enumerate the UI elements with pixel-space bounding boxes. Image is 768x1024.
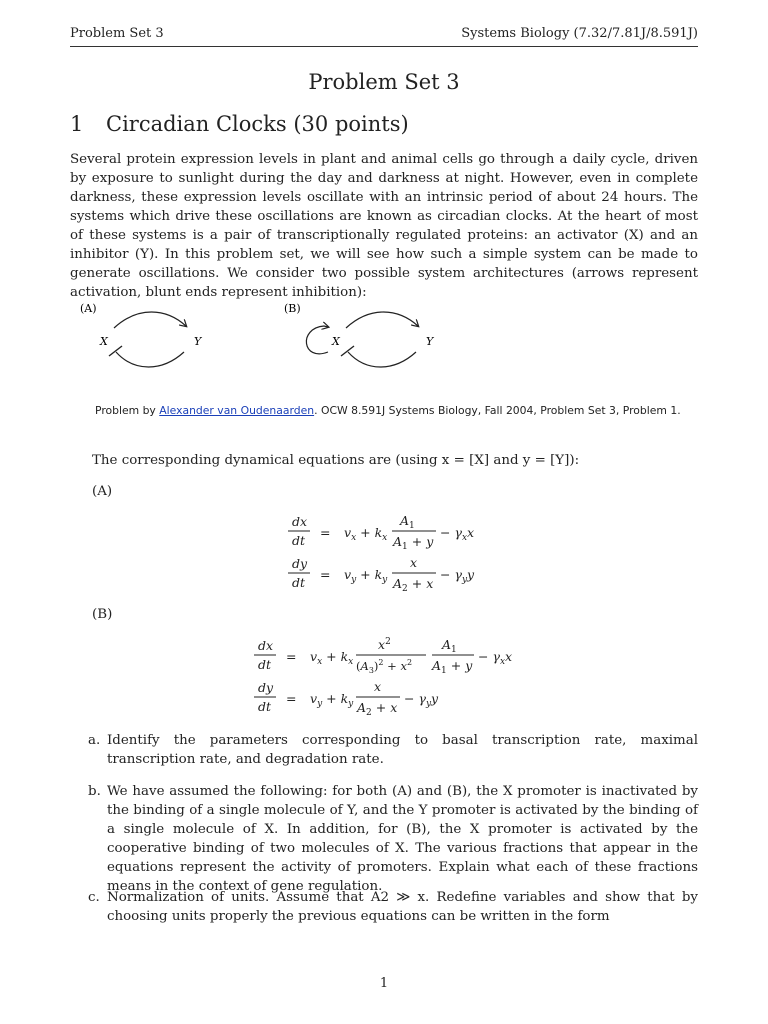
- question-a-text: Identify the parameters corresponding to basal transcription rate, maximal transcription rate, and degradation rate.: [107, 733, 698, 767]
- question-a-marker: a.: [88, 733, 101, 748]
- attribution: [95, 404, 681, 417]
- question-c-marker: c.: [88, 890, 100, 905]
- diagram-b-inhibition-arc: [348, 352, 416, 367]
- svg-text:x2: $x^2$: [378, 637, 391, 652]
- diagram-b-node-y: Y: [426, 335, 434, 348]
- svg-text:=: =: [286, 649, 297, 664]
- question-c: [88, 888, 698, 926]
- svg-text:dy: dy: [258, 680, 274, 695]
- section-title: Circadian Clocks (30 points): [106, 112, 409, 136]
- diagram-a-inhibition-bar: [109, 346, 122, 356]
- svg-text:− γxx: − $\gamma_xx$: [478, 649, 513, 667]
- case-a-label: (A): [92, 484, 113, 499]
- svg-text:dt: dt: [258, 657, 272, 672]
- svg-text:A1 + y: $A_1 + y$: [393, 534, 434, 552]
- diagram-a-activation-arrow: [114, 312, 186, 328]
- svg-text:vx + kx: $v_x + k_x$: [344, 525, 388, 543]
- equations-b: [236, 634, 536, 724]
- svg-text:dx: dx: [292, 514, 308, 529]
- attribution-prefix: Problem by: [95, 404, 160, 417]
- svg-text:dy: dy: [292, 556, 308, 571]
- svg-text:− γyy: − $\gamma_yy$: [404, 691, 439, 709]
- svg-text:vy + ky: $v_y + k_y$: [310, 691, 354, 709]
- svg-text:x: x: [410, 555, 418, 570]
- question-b-text: We have assumed the following: for both (A) and (B), the X promoter is inactivated by the binding of a single molecule of Y, and the Y promoter is activated by the binding of a single molecule of X. In addition, for (B), the X promoter is activated by the cooperative binding of two molecules of X. The various fractions that appear in the equations represent the activity of promoters. Explain what each of these fractions means in the context of gene regulation.: [107, 784, 698, 894]
- diagram-a-node-x: X: [100, 335, 108, 348]
- author-link[interactable]: Alexander van Oudenaarden: [159, 404, 315, 417]
- diagram-b: [280, 300, 450, 375]
- svg-text:A1 + y: $A_1 + y$: [432, 658, 473, 676]
- case-b-label: (B): [92, 607, 113, 622]
- svg-text:dt: dt: [292, 533, 306, 548]
- diagram-b-label: (B): [284, 302, 301, 315]
- svg-text:vx + kx: $v_x + k_x$: [310, 649, 354, 667]
- svg-text:=: =: [286, 691, 297, 706]
- header-rule: [70, 46, 698, 47]
- svg-text:A1: $A_1$: [400, 513, 415, 531]
- question-b-marker: b.: [88, 784, 101, 799]
- header-left: Problem Set 3: [70, 26, 164, 41]
- diagram-b-self-activation-loop: [306, 326, 328, 354]
- header-right: Systems Biology (7.32/7.81J/8.591J): [461, 26, 698, 41]
- question-c-text: Normalization of units. Assume that A2 ≫ x. Redefine variables and show that by choosing units properly the previous equations can be written in the form: [107, 890, 698, 924]
- svg-text:dx: dx: [258, 638, 274, 653]
- attribution-suffix: . OCW 8.591J Systems Biology, Fall 2004, Problem Set 3, Problem 1.: [314, 404, 681, 417]
- equations-a: [270, 510, 510, 600]
- diagram-b-node-x: X: [332, 335, 340, 348]
- diagram-a-node-y: Y: [194, 335, 202, 348]
- section-heading: [70, 112, 409, 136]
- diagram-b-activation-arrow: [346, 312, 418, 328]
- svg-text:A2 + x: $A_2 + x$: [393, 576, 434, 594]
- svg-text:A1: $A_1$: [442, 637, 457, 655]
- equations-intro: The corresponding dynamical equations are (using x = [X] and y = [Y]):: [92, 453, 580, 468]
- svg-text:=: =: [320, 525, 331, 540]
- diagram-a: [78, 300, 228, 375]
- svg-text:=: =: [320, 567, 331, 582]
- intro-paragraph: Several protein expression levels in plant and animal cells go through a daily cycle, driven by exposure to sunlight during the day and darkness at night. However, even in complete darkness, these expression levels oscillate with an intrinsic period of about 24 hours. The systems which drive these oscillations are known as circadian clocks. At the heart of most of these systems is a pair of transcriptionally regulated proteins: an activator (X) and an inhibitor (Y). In this problem set, we will see how such a simple system can be made to generate oscillations. We consider two possible system architectures (arrows represent activation, blunt ends represent inhibition):: [70, 152, 698, 300]
- diagram-a-label: (A): [80, 302, 97, 315]
- svg-text:vy + ky: $v_y + k_y$: [344, 567, 388, 585]
- svg-text:− γxx: − $\gamma_xx$: [440, 525, 475, 543]
- svg-text:dt: dt: [258, 699, 272, 714]
- svg-text:− γyy: − $\gamma_yy$: [440, 567, 475, 585]
- section-number: 1: [70, 112, 84, 136]
- svg-text:A2 + x: $A_2 + x$: [357, 700, 398, 718]
- diagram-b-inhibition-bar: [341, 346, 354, 356]
- svg-text:x: x: [374, 679, 382, 694]
- svg-text:dt: dt: [292, 575, 306, 590]
- question-b: [88, 782, 698, 896]
- svg-text:(A3)2 + x2: $(A_3)^2 + x^2$: [356, 658, 413, 675]
- diagram-a-inhibition-arc: [116, 352, 184, 367]
- question-a: [88, 731, 698, 769]
- page-number: 1: [379, 976, 389, 991]
- page-title: Problem Set 3: [308, 70, 460, 94]
